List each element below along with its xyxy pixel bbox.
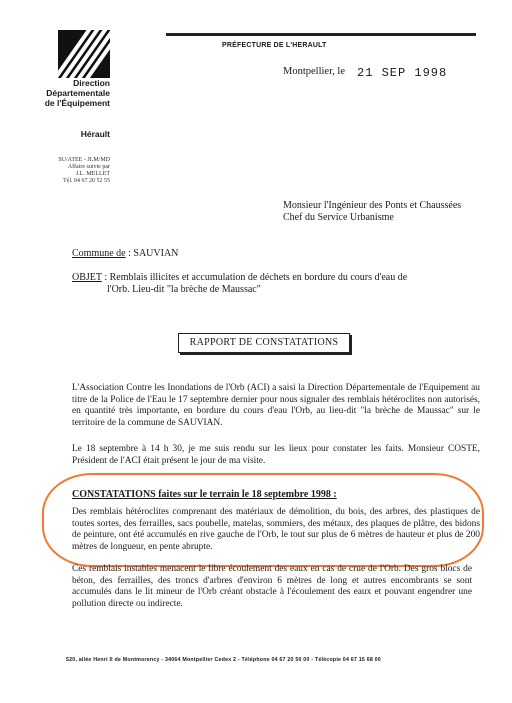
reference-block: SU/ATEE - JLM/MD Affaire suivie par J.L. MELLET Tél. 04 67 20 52 55 xyxy=(58,157,110,184)
constatations-heading: CONSTATATIONS faites sur le terrain le 18 septembre 1998 : xyxy=(72,489,337,500)
paragraph-intro: L'Association Contre les Inondations de l'Orb (ACI) a saisi la Direction Départementale de l'Equipement au titre de la Police de l'Eau le 17 septembre dernier pour nous signaler des remblais hétéroclites non autorisés, en quantité très importante, en bordure du cours d'eau l'Orb, au lieu-dit "la brèche de Maussac" sur le territoire de la commune de SAUVIAN. xyxy=(72,383,480,428)
commune-line: Commune de : SAUVIAN xyxy=(72,248,179,259)
dde-logo xyxy=(58,30,110,78)
header-rule xyxy=(166,33,476,36)
footer-address: 520, allée Henri II de Montmorency - 34064 Montpellier Cedex 2 - Téléphone 04 67 20 50 00 - Télécopie 04 67 15 68 00 xyxy=(66,657,381,663)
recipient-line: Monsieur l'Ingénieur des Ponts et Chaussées xyxy=(283,200,462,211)
recipient-block xyxy=(283,200,461,224)
objet-line: OBJET : Remblais illicites et accumulation de déchets en bordure du cours d'eau de l'Orb. Lieu-dit "la brèche de Maussac" xyxy=(72,272,408,295)
direction-name: Direction Départementale de l'Équipement xyxy=(44,78,110,108)
place-label: Montpellier, le xyxy=(283,66,345,77)
date-stamp: 21 SEP 1998 xyxy=(357,66,448,80)
prefecture-heading: PRÉFECTURE DE L'HERAULT xyxy=(222,42,327,49)
paragraph-consequences: Ces remblais instables menacent le libre écoulement des eaux en cas de crue de l'Orb. Des gros blocs de béton, des ferrailles, des troncs d'arbres d'environ 6 mètres de long et autres encombrants se sont accumulés dans le lit mineur de l'Orb créant obstacle à l'écoulement des eaux et pouvant engendrer une pollution directe ou indirecte. xyxy=(72,564,472,609)
report-title: RAPPORT DE CONSTATATIONS xyxy=(178,333,350,353)
department-name: Hérault xyxy=(80,129,110,139)
recipient-line: Chef du Service Urbanisme xyxy=(283,212,394,223)
paragraph-constatations: Des remblais hétéroclites comprenant des matériaux de démolition, du bois, des arbres, des plastiques de toutes sortes, des ferrailles, sacs poubelle, matelas, sommiers, des métaux, des plaques de plâtre, des bidons de peinture, ont été accumulés en rive gauche de l'Orb, le tout sur plus de 6 mètres de hauteur et plus de 200 mètres de longueur, en pente abrupte. xyxy=(72,507,480,552)
paragraph-visit: Le 18 septembre à 14 h 30, je me suis rendu sur les lieux pour constater les faits. Monsieur COSTE, Président de l'ACI était présent le jour de ma visite. xyxy=(72,444,480,466)
